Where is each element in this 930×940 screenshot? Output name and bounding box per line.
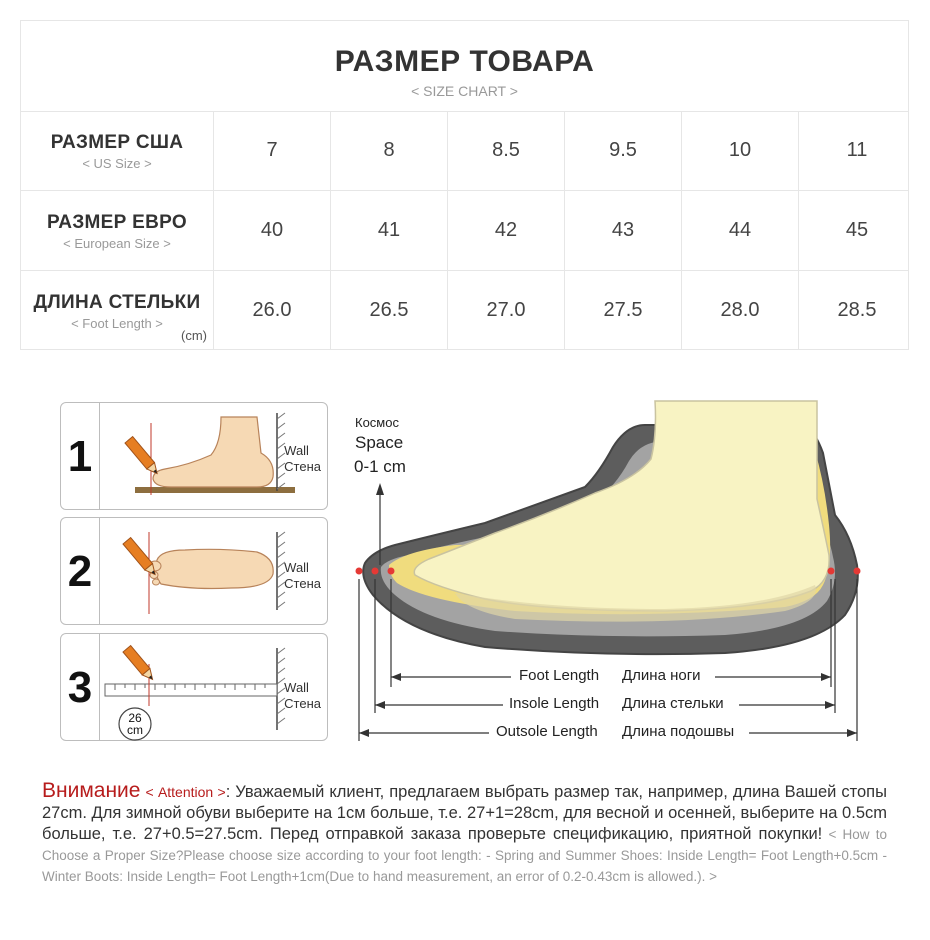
size-chart [20,20,909,350]
row-header [21,191,214,270]
row-unit: (cm) [181,328,207,343]
row-label-ru: РАЗМЕР ЕВРО [47,212,187,233]
size-cell: 27.5 [565,271,682,350]
step-number: 3 [61,634,100,740]
row-label-en: < European Size > [63,236,171,251]
size-cell: 43 [565,191,682,270]
size-cell: 28.5 [837,299,877,321]
size-cell: 27.0 [448,271,565,350]
ruler-reading-value: 26 [128,711,142,725]
size-cell: 7 [214,111,331,190]
attention-label-ru: Внимание [42,779,141,802]
outsole-length-label-ru: Длина подошвы [622,723,735,740]
row-label-ru: ДЛИНА СТЕЛЬКИ [33,292,201,313]
size-cell: 40 [214,191,331,270]
measure-step-2 [60,517,328,625]
row-header [21,271,214,350]
row-label-en: < Foot Length > [71,316,163,331]
ruler-reading [123,712,147,736]
wall-label-en: Wall [284,680,309,695]
size-cell: 8 [331,111,448,190]
step-number: 2 [61,518,100,624]
step-number: 1 [61,403,100,509]
foot-length-label-ru: Длина ноги [622,667,701,684]
row-label-ru: РАЗМЕР США [50,132,184,153]
size-cell: 42 [448,191,565,270]
attention-note [42,780,887,887]
wall-label [284,443,321,475]
outsole-length-label-en: Outsole Length [496,723,598,740]
insole-length-label-en: Insole Length [509,695,600,712]
wall-label-en: Wall [284,560,309,575]
euro-size-row [21,191,908,271]
size-chart-subtitle: < SIZE CHART > [411,83,518,99]
size-cell: 44 [682,191,799,270]
wall-label-ru: Стена [284,576,321,591]
wall-label-ru: Стена [284,459,321,474]
size-cell: 11 [846,139,868,161]
measure-step-1 [60,402,328,510]
wall-label-ru: Стена [284,696,321,711]
measure-step-3 [60,633,328,741]
size-chart-header [21,21,908,112]
ruler-reading-unit: cm [127,723,143,737]
size-cell: 45 [845,219,869,241]
space-label-ru: Космос [355,415,399,430]
space-label-en: Space [355,433,404,452]
size-cell: 28.0 [682,271,799,350]
size-cell: 8.5 [448,111,565,190]
foot-length-row [21,271,908,350]
insole-length-label-ru: Длина стельки [622,695,724,712]
space-range: 0-1 cm [354,457,406,476]
shoe-diagram [345,395,875,750]
size-cell: 26.0 [214,271,331,350]
size-cell: 9.5 [565,111,682,190]
attention-body-en: < How to Choose a Proper Size?Please choose size according to your foot length: - Spring and Summer Shoes: Inside Length= Foot Length+0.5cm - Winter Boots: Inside Length= Foot Length+1cm(Due to hand measurement, an error of 0.2-0.43cm is allowed.). > [42,827,887,884]
shoe-cross-section [345,395,875,750]
size-cell: 26.5 [331,271,448,350]
attention-label-en: < Attention > [145,784,226,800]
foot-length-label-en: Foot Length [519,667,600,684]
size-cell: 10 [682,111,799,190]
size-cell: 41 [331,191,448,270]
row-header [21,111,214,190]
size-chart-title: РАЗМЕР ТОВАРА [334,45,595,78]
us-size-row [21,111,908,191]
wall-label-en: Wall [284,443,309,458]
attention-body-ru: : Уважаемый клиент, предлагаем выбрать размер так, например, длина Вашей стопы 27cm. Для зимной обуви выберите на 1см больше, т.е. 27+1=28cm, для весной и осенней, выберите на 0.5cm больше, т.е. 27+0.5=27.5cm. Перед отправкой заказа проверьте спецификацию, приятной покупки! [42,783,887,843]
wall-label [284,560,321,592]
wall-label [284,680,321,712]
row-label-en: < US Size > [82,156,152,171]
